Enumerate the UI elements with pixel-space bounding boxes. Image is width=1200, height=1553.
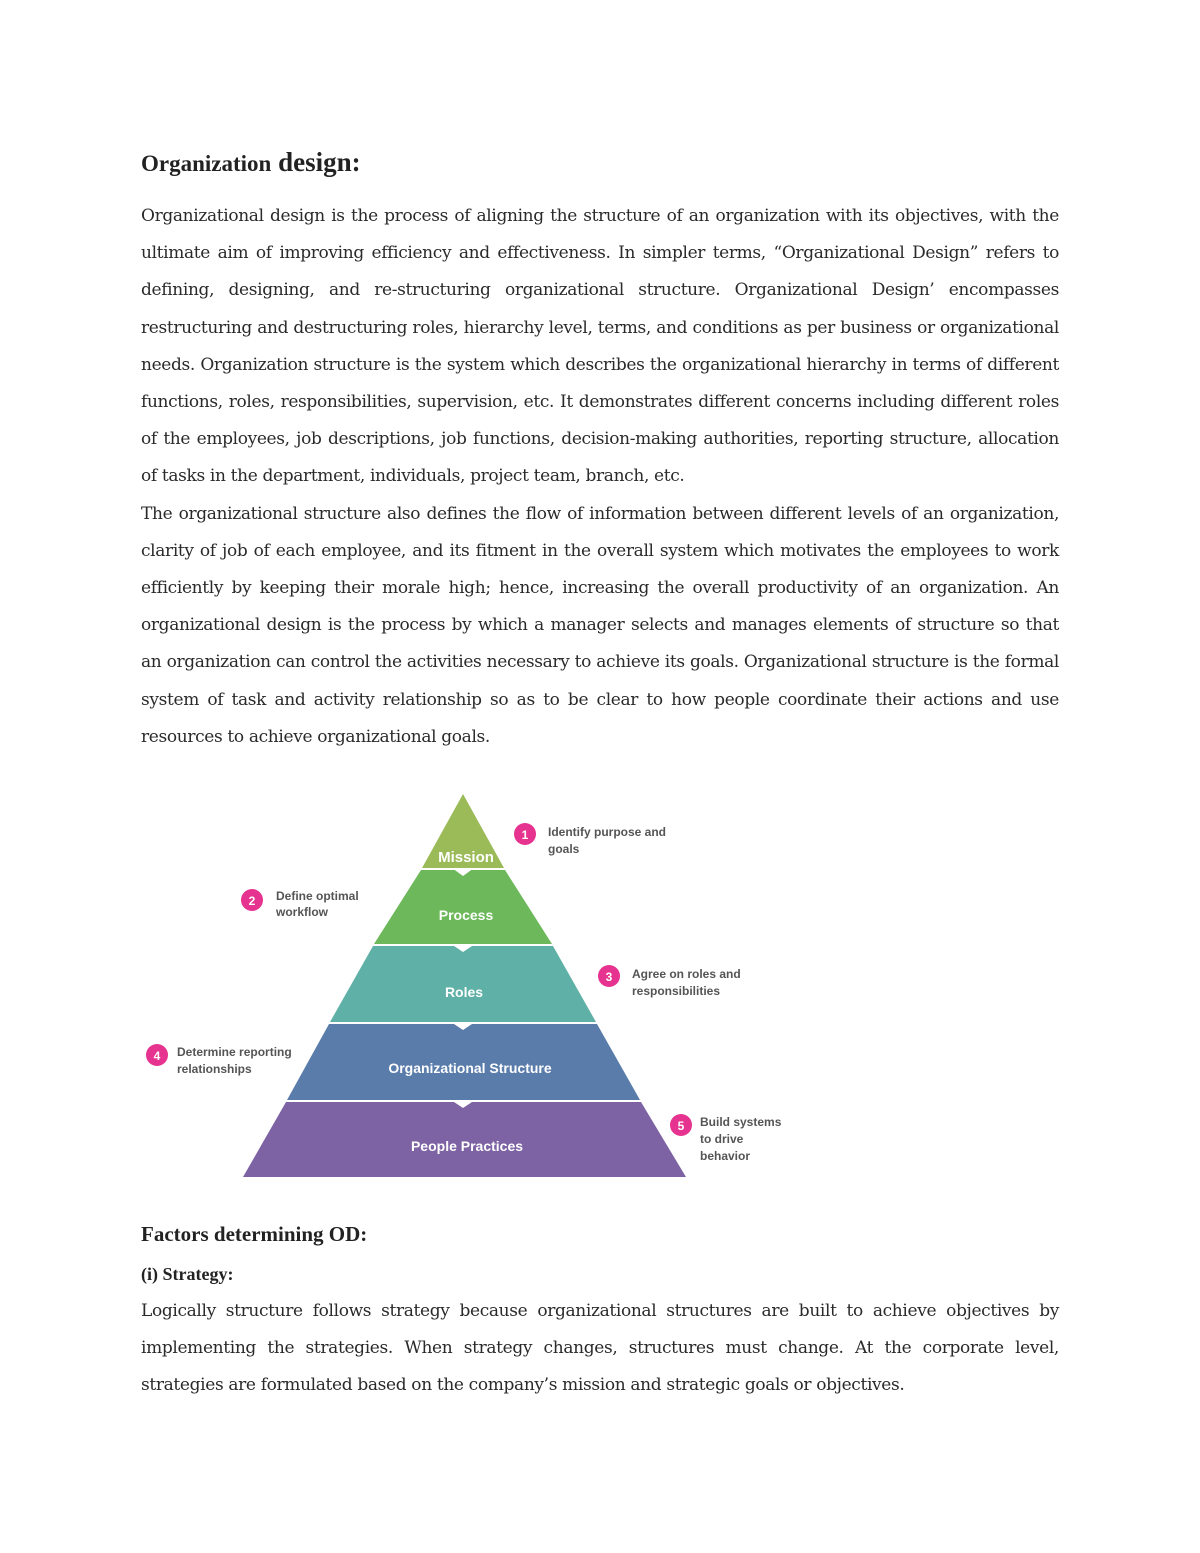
step-number-4: 4 [153,1049,161,1063]
step-5-line-1: Build systems [700,1115,782,1129]
pyramid-label-people-practices: People Practices [410,1138,524,1154]
step-4-line-1: Determine reporting [177,1045,292,1059]
step-1-line-1: Identify purpose and [548,825,667,839]
step-number-2: 2 [248,894,256,908]
step-4-line-2: relationships [177,1062,252,1076]
step-3-line-1: Agree on roles and [632,967,741,981]
pyramid-label-mission: Mission [438,849,494,866]
pyramid-figure [140,788,800,1180]
strategy-subsection [141,1264,1059,1285]
step-5-line-3: behavior [700,1149,751,1163]
step-2-line-2: workflow [276,905,329,919]
pyramid-diagram [140,788,800,1180]
pyramid-label-process: Process [438,907,494,923]
strategy-heading: (i) Strategy: [141,1264,234,1284]
step-3-line-2: responsibilities [632,984,721,998]
factors-heading: Factors determining OD: [141,1222,368,1246]
step-2-line-1: Define optimal [276,889,359,903]
step-5-line-2: to drive [700,1132,744,1146]
step-number-1: 1 [521,828,529,842]
step-1-line-2: goals [548,842,580,856]
strategy-body [141,1293,1059,1405]
step-number-5: 5 [677,1119,685,1133]
pyramid-label-org-structure: Organizational Structure [388,1060,552,1076]
title-part-2: design: [271,147,361,177]
step-number-3: 3 [605,970,613,984]
page-title [141,140,1059,186]
paragraph-1: Organizational design is the process of aligning the structure of an organization with its objectives, with the ultimate aim of improving efficiency and effectiveness. In simpler terms, “Organizational Design” refers to defining, designing, and re-structuring organizational structure. Organizational Design’ encompasses restructuring and destructuring roles, hierarchy level, terms, and conditions as per business or organizational needs. Organization structure is the system which describes the organizational hierarchy in terms of different functions, roles, responsibilities, supervision, etc. It demonstrates different concerns including different roles of the employees, job descriptions, job functions, decision-making authorities, reporting structure, allocation of tasks in the department, individuals, project team, branch, etc. [141,206,1059,487]
pyramid-label-roles: Roles [444,984,484,1000]
intro-section [141,140,1059,756]
factors-section [141,1222,1059,1247]
paragraph-2: The organizational structure also defines the flow of information between different levels of an organization, clarity of job of each employee, and its fitment in the overall system which motivates the employees to work efficiently by keeping their morale high; hence, increasing the overall productivity of an organization. An organizational design is the process by which a manager selects and manages elements of structure so that an organization can control the activities necessary to achieve its goals. Organizational structure is the formal system of task and activity relationship so as to be clear to how people coordinate their actions and use resources to achieve organizational goals. [141,503,1059,747]
title-part-1: Organization [141,151,272,176]
strategy-paragraph: Logically structure follows strategy because organizational structures are built to achieve objectives by implementing the strategies. When strategy changes, structures must change. At the corporate level, strategies are formulated based on the company’s mission and strategic goals or objectives. [141,1301,1059,1396]
